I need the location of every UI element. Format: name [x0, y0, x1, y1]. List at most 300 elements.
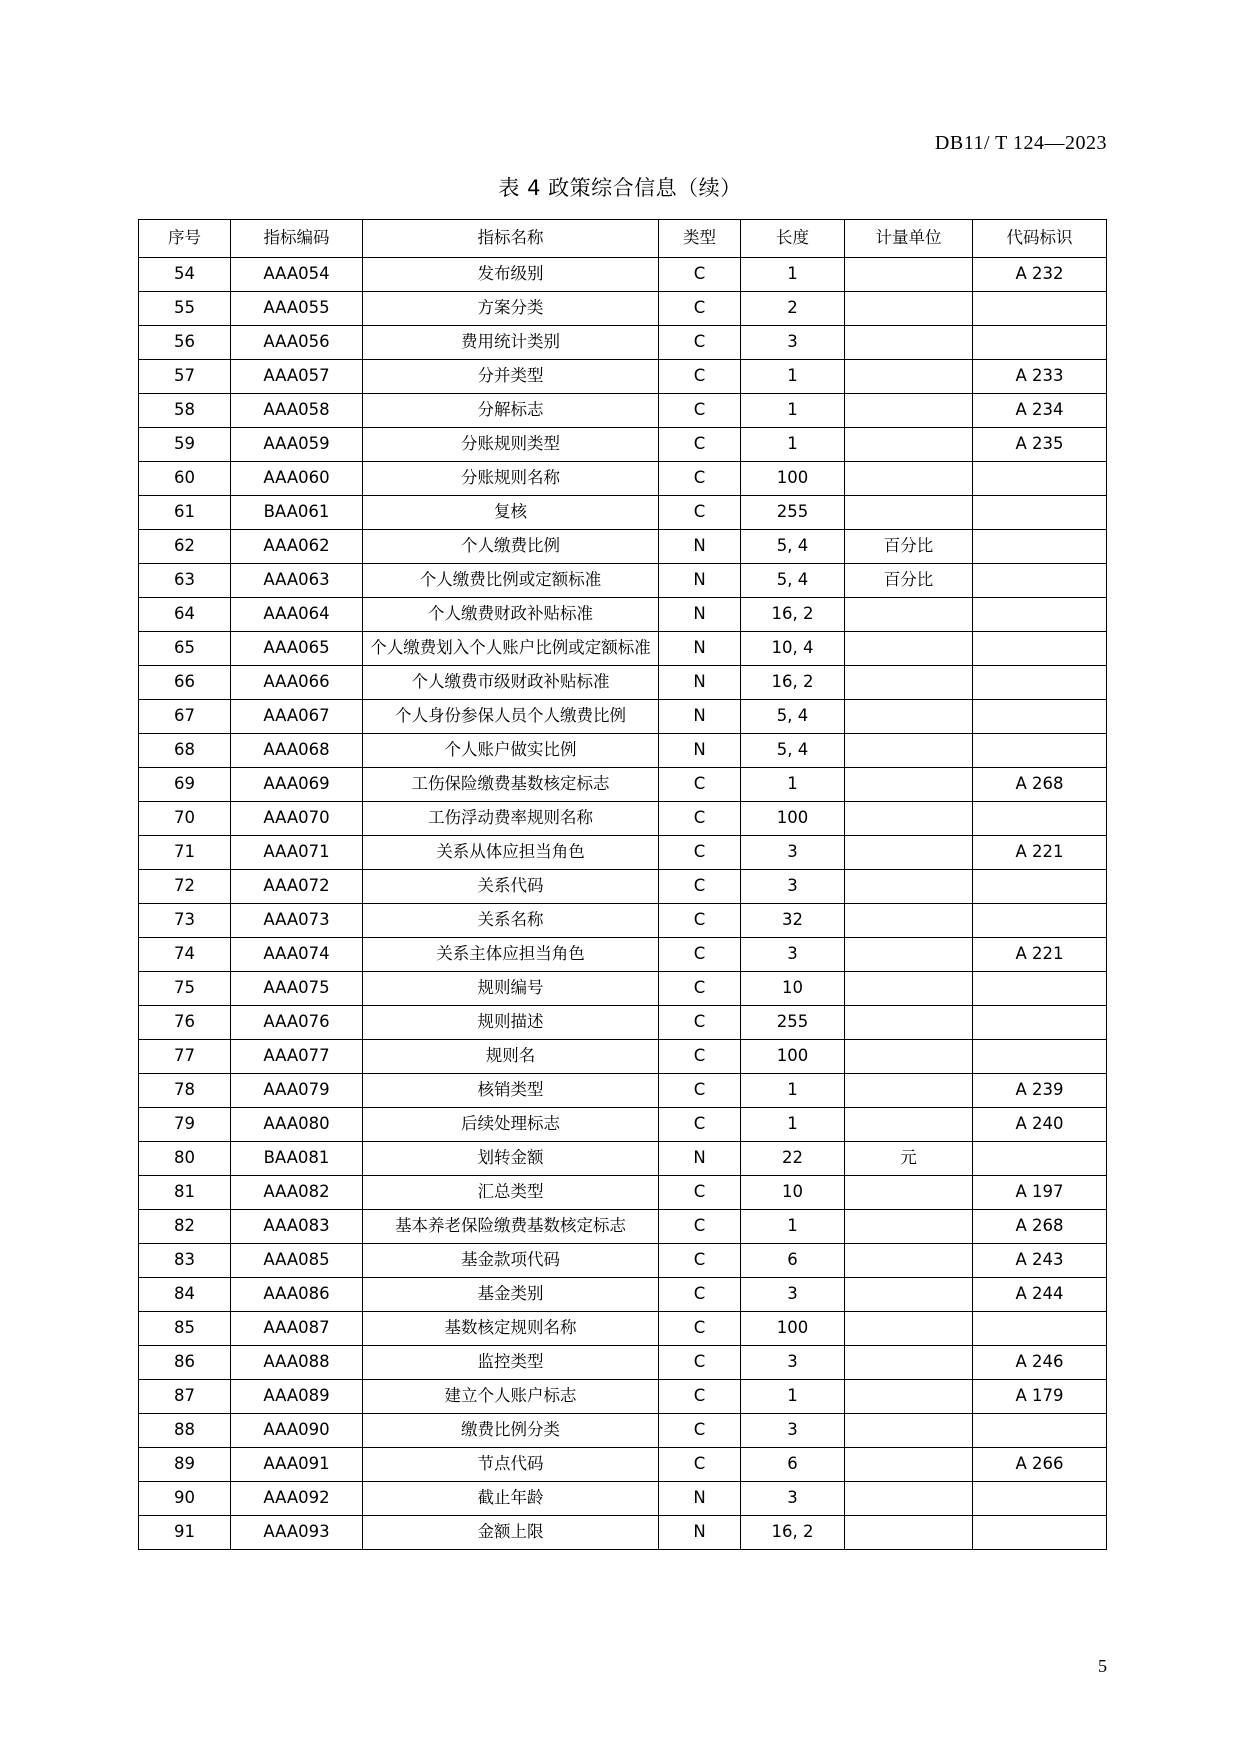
cell-length: 3: [741, 938, 845, 972]
cell-no: 61: [139, 496, 231, 530]
cell-unit: [845, 768, 973, 802]
cell-no: 69: [139, 768, 231, 802]
cell-code: AAA066: [231, 666, 363, 700]
cell-unit: [845, 836, 973, 870]
cell-length: 1: [741, 1108, 845, 1142]
cell-type: N: [659, 700, 741, 734]
cell-type: N: [659, 734, 741, 768]
cell-no: 55: [139, 292, 231, 326]
table-row: [139, 1346, 1107, 1380]
cell-code: AAA068: [231, 734, 363, 768]
cell-unit: [845, 938, 973, 972]
cell-length: 3: [741, 870, 845, 904]
table-row: [139, 292, 1107, 326]
cell-code: AAA086: [231, 1278, 363, 1312]
table-row: [139, 428, 1107, 462]
cell-name: 金额上限: [363, 1516, 659, 1550]
table-header-row: [139, 220, 1107, 258]
cell-name: 个人缴费比例或定额标准: [363, 564, 659, 598]
cell-name: 个人缴费比例: [363, 530, 659, 564]
cell-flag: A 240: [973, 1108, 1107, 1142]
cell-flag: A 268: [973, 768, 1107, 802]
cell-flag: [973, 1142, 1107, 1176]
table-row: [139, 1278, 1107, 1312]
cell-length: 100: [741, 1312, 845, 1346]
page-header-standard-id: DB11/ T 124—2023: [934, 132, 1107, 154]
cell-name: 监控类型: [363, 1346, 659, 1380]
column-header-type: 类型: [659, 220, 741, 258]
cell-code: AAA063: [231, 564, 363, 598]
cell-type: C: [659, 326, 741, 360]
table-row: [139, 1108, 1107, 1142]
cell-no: 74: [139, 938, 231, 972]
cell-length: 16, 2: [741, 598, 845, 632]
cell-type: C: [659, 802, 741, 836]
cell-length: 32: [741, 904, 845, 938]
cell-no: 59: [139, 428, 231, 462]
table-row: [139, 326, 1107, 360]
cell-flag: [973, 666, 1107, 700]
column-header-unit: 计量单位: [845, 220, 973, 258]
cell-no: 85: [139, 1312, 231, 1346]
cell-name: 关系从体应担当角色: [363, 836, 659, 870]
cell-no: 87: [139, 1380, 231, 1414]
cell-length: 1: [741, 1074, 845, 1108]
cell-flag: [973, 734, 1107, 768]
cell-unit: [845, 802, 973, 836]
cell-flag: [973, 700, 1107, 734]
cell-no: 83: [139, 1244, 231, 1278]
cell-type: N: [659, 666, 741, 700]
cell-type: C: [659, 1312, 741, 1346]
cell-code: AAA091: [231, 1448, 363, 1482]
table-row: [139, 530, 1107, 564]
cell-code: AAA080: [231, 1108, 363, 1142]
cell-length: 1: [741, 1210, 845, 1244]
cell-unit: [845, 394, 973, 428]
cell-unit: [845, 734, 973, 768]
table-row: [139, 632, 1107, 666]
cell-no: 71: [139, 836, 231, 870]
cell-no: 86: [139, 1346, 231, 1380]
cell-code: AAA072: [231, 870, 363, 904]
table-row: [139, 598, 1107, 632]
cell-flag: A 266: [973, 1448, 1107, 1482]
cell-unit: [845, 1040, 973, 1074]
cell-flag: A 243: [973, 1244, 1107, 1278]
cell-type: C: [659, 972, 741, 1006]
cell-name: 截止年龄: [363, 1482, 659, 1516]
cell-length: 5, 4: [741, 700, 845, 734]
cell-no: 65: [139, 632, 231, 666]
cell-unit: 百分比: [845, 564, 973, 598]
table-row: [139, 1040, 1107, 1074]
cell-length: 16, 2: [741, 666, 845, 700]
cell-code: AAA067: [231, 700, 363, 734]
cell-no: 54: [139, 258, 231, 292]
cell-length: 100: [741, 802, 845, 836]
cell-type: C: [659, 292, 741, 326]
cell-unit: [845, 258, 973, 292]
cell-length: 1: [741, 1380, 845, 1414]
cell-no: 82: [139, 1210, 231, 1244]
cell-unit: [845, 870, 973, 904]
cell-unit: [845, 428, 973, 462]
cell-name: 基本养老保险缴费基数核定标志: [363, 1210, 659, 1244]
table-row: [139, 972, 1107, 1006]
cell-type: C: [659, 1108, 741, 1142]
cell-flag: [973, 1040, 1107, 1074]
cell-flag: A 221: [973, 938, 1107, 972]
table-row: [139, 1380, 1107, 1414]
cell-name: 分账规则名称: [363, 462, 659, 496]
cell-code: AAA089: [231, 1380, 363, 1414]
cell-type: C: [659, 394, 741, 428]
cell-length: 5, 4: [741, 564, 845, 598]
cell-length: 5, 4: [741, 530, 845, 564]
cell-no: 72: [139, 870, 231, 904]
cell-no: 62: [139, 530, 231, 564]
cell-name: 关系名称: [363, 904, 659, 938]
cell-no: 81: [139, 1176, 231, 1210]
cell-flag: [973, 564, 1107, 598]
cell-unit: [845, 598, 973, 632]
cell-no: 64: [139, 598, 231, 632]
cell-name: 基金类别: [363, 1278, 659, 1312]
cell-flag: [973, 462, 1107, 496]
cell-code: AAA059: [231, 428, 363, 462]
cell-flag: A 239: [973, 1074, 1107, 1108]
cell-code: AAA069: [231, 768, 363, 802]
cell-type: N: [659, 564, 741, 598]
cell-name: 个人身份参保人员个人缴费比例: [363, 700, 659, 734]
table-row: [139, 360, 1107, 394]
table-title: 表 4 政策综合信息（续）: [498, 176, 742, 200]
table-row: [139, 1210, 1107, 1244]
cell-length: 255: [741, 1006, 845, 1040]
cell-name: 工伤保险缴费基数核定标志: [363, 768, 659, 802]
cell-code: AAA071: [231, 836, 363, 870]
cell-code: BAA061: [231, 496, 363, 530]
cell-name: 汇总类型: [363, 1176, 659, 1210]
cell-name: 规则描述: [363, 1006, 659, 1040]
cell-length: 1: [741, 258, 845, 292]
cell-type: N: [659, 1516, 741, 1550]
cell-unit: [845, 462, 973, 496]
cell-flag: A 232: [973, 258, 1107, 292]
cell-flag: [973, 972, 1107, 1006]
cell-code: AAA064: [231, 598, 363, 632]
cell-name: 费用统计类别: [363, 326, 659, 360]
cell-flag: [973, 598, 1107, 632]
cell-type: C: [659, 1346, 741, 1380]
cell-code: AAA074: [231, 938, 363, 972]
policy-info-table: [138, 219, 1107, 1550]
cell-name: 分账规则类型: [363, 428, 659, 462]
cell-code: AAA093: [231, 1516, 363, 1550]
table-row: [139, 1516, 1107, 1550]
cell-flag: [973, 496, 1107, 530]
cell-length: 1: [741, 768, 845, 802]
page-number: 5: [1098, 1656, 1107, 1676]
cell-type: C: [659, 360, 741, 394]
table-row: [139, 496, 1107, 530]
cell-code: AAA056: [231, 326, 363, 360]
cell-no: 91: [139, 1516, 231, 1550]
cell-length: 16, 2: [741, 1516, 845, 1550]
cell-code: AAA057: [231, 360, 363, 394]
cell-name: 个人缴费财政补贴标准: [363, 598, 659, 632]
table-row: [139, 802, 1107, 836]
cell-code: AAA088: [231, 1346, 363, 1380]
table-row: [139, 462, 1107, 496]
cell-name: 方案分类: [363, 292, 659, 326]
cell-name: 基数核定规则名称: [363, 1312, 659, 1346]
cell-flag: [973, 802, 1107, 836]
cell-code: AAA062: [231, 530, 363, 564]
cell-unit: [845, 1482, 973, 1516]
cell-code: AAA060: [231, 462, 363, 496]
cell-code: AAA076: [231, 1006, 363, 1040]
cell-unit: [845, 666, 973, 700]
cell-unit: [845, 1244, 973, 1278]
cell-length: 3: [741, 1414, 845, 1448]
cell-flag: [973, 1312, 1107, 1346]
cell-unit: [845, 1516, 973, 1550]
cell-no: 77: [139, 1040, 231, 1074]
table-row: [139, 1414, 1107, 1448]
cell-type: N: [659, 598, 741, 632]
cell-name: 个人账户做实比例: [363, 734, 659, 768]
table-row: [139, 1074, 1107, 1108]
cell-code: AAA055: [231, 292, 363, 326]
cell-no: 63: [139, 564, 231, 598]
table-row: [139, 564, 1107, 598]
cell-type: C: [659, 904, 741, 938]
cell-length: 1: [741, 428, 845, 462]
cell-code: AAA092: [231, 1482, 363, 1516]
cell-no: 90: [139, 1482, 231, 1516]
cell-flag: [973, 530, 1107, 564]
table-row: [139, 394, 1107, 428]
cell-flag: A 234: [973, 394, 1107, 428]
cell-code: AAA075: [231, 972, 363, 1006]
cell-length: 2: [741, 292, 845, 326]
cell-name: 节点代码: [363, 1448, 659, 1482]
cell-code: AAA090: [231, 1414, 363, 1448]
cell-flag: A 235: [973, 428, 1107, 462]
cell-unit: [845, 972, 973, 1006]
cell-code: AAA077: [231, 1040, 363, 1074]
cell-no: 79: [139, 1108, 231, 1142]
cell-type: C: [659, 428, 741, 462]
cell-no: 60: [139, 462, 231, 496]
cell-type: C: [659, 1244, 741, 1278]
cell-unit: [845, 292, 973, 326]
table-row: [139, 666, 1107, 700]
cell-length: 3: [741, 1346, 845, 1380]
cell-no: 57: [139, 360, 231, 394]
cell-type: C: [659, 1040, 741, 1074]
cell-flag: A 197: [973, 1176, 1107, 1210]
cell-unit: [845, 1312, 973, 1346]
cell-type: C: [659, 1074, 741, 1108]
cell-unit: [845, 1074, 973, 1108]
cell-name: 核销类型: [363, 1074, 659, 1108]
cell-no: 84: [139, 1278, 231, 1312]
cell-unit: [845, 360, 973, 394]
table-row: [139, 836, 1107, 870]
cell-unit: [845, 1006, 973, 1040]
cell-code: AAA082: [231, 1176, 363, 1210]
cell-code: AAA065: [231, 632, 363, 666]
cell-flag: A 233: [973, 360, 1107, 394]
cell-no: 67: [139, 700, 231, 734]
cell-type: C: [659, 870, 741, 904]
cell-no: 58: [139, 394, 231, 428]
cell-name: 个人缴费市级财政补贴标准: [363, 666, 659, 700]
cell-code: BAA081: [231, 1142, 363, 1176]
cell-code: AAA087: [231, 1312, 363, 1346]
cell-no: 88: [139, 1414, 231, 1448]
cell-length: 10, 4: [741, 632, 845, 666]
cell-unit: [845, 496, 973, 530]
cell-type: N: [659, 1482, 741, 1516]
cell-unit: [845, 1380, 973, 1414]
cell-length: 100: [741, 1040, 845, 1074]
cell-no: 80: [139, 1142, 231, 1176]
cell-name: 后续处理标志: [363, 1108, 659, 1142]
cell-length: 1: [741, 360, 845, 394]
column-header-flag: 代码标识: [973, 220, 1107, 258]
cell-flag: A 179: [973, 1380, 1107, 1414]
cell-name: 个人缴费划入个人账户比例或定额标准: [363, 632, 659, 666]
cell-length: 255: [741, 496, 845, 530]
cell-name: 发布级别: [363, 258, 659, 292]
cell-length: 5, 4: [741, 734, 845, 768]
cell-name: 规则编号: [363, 972, 659, 1006]
cell-no: 68: [139, 734, 231, 768]
cell-code: AAA083: [231, 1210, 363, 1244]
cell-flag: A 221: [973, 836, 1107, 870]
cell-type: C: [659, 1176, 741, 1210]
cell-unit: [845, 700, 973, 734]
table-row: [139, 1482, 1107, 1516]
cell-flag: [973, 1006, 1107, 1040]
cell-type: C: [659, 1210, 741, 1244]
cell-unit: [845, 1448, 973, 1482]
cell-flag: [973, 1516, 1107, 1550]
cell-type: N: [659, 530, 741, 564]
cell-flag: [973, 1482, 1107, 1516]
table-row: [139, 870, 1107, 904]
cell-type: N: [659, 1142, 741, 1176]
cell-type: C: [659, 1006, 741, 1040]
cell-length: 1: [741, 394, 845, 428]
table-row: [139, 904, 1107, 938]
cell-code: AAA070: [231, 802, 363, 836]
cell-length: 3: [741, 1278, 845, 1312]
cell-name: 工伤浮动费率规则名称: [363, 802, 659, 836]
cell-unit: [845, 1346, 973, 1380]
cell-code: AAA079: [231, 1074, 363, 1108]
table-row: [139, 700, 1107, 734]
table-row: [139, 1006, 1107, 1040]
cell-name: 关系代码: [363, 870, 659, 904]
cell-length: 3: [741, 326, 845, 360]
cell-code: AAA073: [231, 904, 363, 938]
cell-no: 70: [139, 802, 231, 836]
column-header-code: 指标编码: [231, 220, 363, 258]
cell-unit: [845, 1414, 973, 1448]
cell-no: 76: [139, 1006, 231, 1040]
cell-name: 建立个人账户标志: [363, 1380, 659, 1414]
cell-flag: A 246: [973, 1346, 1107, 1380]
cell-flag: A 268: [973, 1210, 1107, 1244]
cell-length: 6: [741, 1244, 845, 1278]
cell-flag: A 244: [973, 1278, 1107, 1312]
cell-length: 3: [741, 836, 845, 870]
cell-code: AAA054: [231, 258, 363, 292]
table-row: [139, 734, 1107, 768]
cell-unit: 百分比: [845, 530, 973, 564]
column-header-length: 长度: [741, 220, 845, 258]
cell-unit: [845, 1108, 973, 1142]
cell-flag: [973, 870, 1107, 904]
cell-unit: [845, 904, 973, 938]
cell-code: AAA085: [231, 1244, 363, 1278]
cell-type: C: [659, 462, 741, 496]
cell-name: 规则名: [363, 1040, 659, 1074]
cell-no: 73: [139, 904, 231, 938]
cell-no: 56: [139, 326, 231, 360]
cell-unit: [845, 1176, 973, 1210]
table-row: [139, 1176, 1107, 1210]
cell-type: C: [659, 836, 741, 870]
cell-name: 关系主体应担当角色: [363, 938, 659, 972]
cell-length: 6: [741, 1448, 845, 1482]
table-row: [139, 768, 1107, 802]
cell-no: 66: [139, 666, 231, 700]
cell-no: 78: [139, 1074, 231, 1108]
cell-unit: [845, 632, 973, 666]
cell-type: C: [659, 1278, 741, 1312]
cell-unit: [845, 326, 973, 360]
cell-flag: [973, 1414, 1107, 1448]
cell-length: 10: [741, 972, 845, 1006]
cell-no: 75: [139, 972, 231, 1006]
cell-flag: [973, 904, 1107, 938]
table-row: [139, 938, 1107, 972]
cell-type: C: [659, 258, 741, 292]
cell-unit: 元: [845, 1142, 973, 1176]
cell-type: N: [659, 632, 741, 666]
cell-type: C: [659, 1414, 741, 1448]
cell-name: 缴费比例分类: [363, 1414, 659, 1448]
cell-length: 10: [741, 1176, 845, 1210]
column-header-no: 序号: [139, 220, 231, 258]
table-row: [139, 1448, 1107, 1482]
cell-type: C: [659, 768, 741, 802]
cell-length: 22: [741, 1142, 845, 1176]
cell-name: 复核: [363, 496, 659, 530]
cell-length: 100: [741, 462, 845, 496]
table-row: [139, 258, 1107, 292]
table-row: [139, 1142, 1107, 1176]
cell-code: AAA058: [231, 394, 363, 428]
cell-unit: [845, 1278, 973, 1312]
cell-flag: [973, 292, 1107, 326]
